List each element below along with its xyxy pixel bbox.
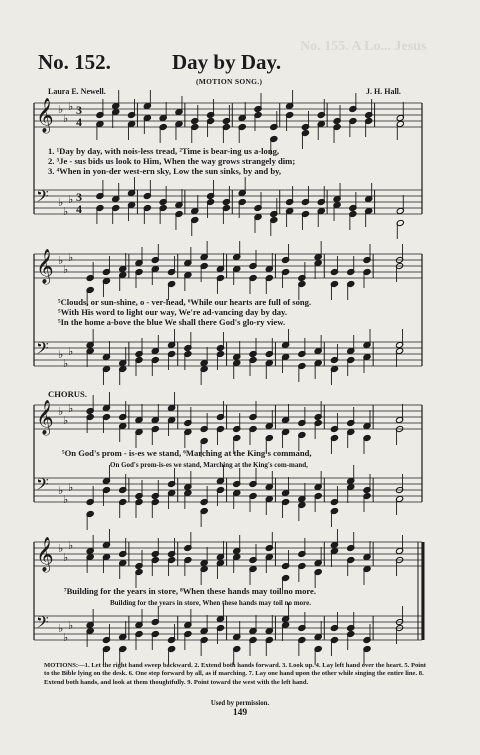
- chorus-line-2-bass: Building for the years in store, When these hands may toil no more.: [110, 599, 311, 607]
- flat-icon: ♭: [68, 539, 74, 552]
- flat-icon: ♭: [63, 205, 69, 218]
- flat-icon: ♭: [63, 357, 69, 370]
- permission-note: Used by permission.: [210, 700, 270, 707]
- hymn-title: Day by Day.: [172, 50, 282, 74]
- flat-icon: ♭: [68, 193, 74, 206]
- treble-clef-icon: 𝄞: [36, 98, 54, 133]
- flat-icon: ♭: [58, 196, 64, 209]
- flat-icon: ♭: [58, 484, 64, 497]
- treble-clef-icon: 𝄞: [36, 249, 54, 284]
- bass-clef-icon: 𝄢: [36, 338, 49, 362]
- page-number: 149: [232, 708, 248, 718]
- flat-icon: ♭: [58, 254, 64, 267]
- bass-clef-icon: 𝄢: [36, 186, 49, 210]
- flat-icon: ♭: [68, 345, 74, 358]
- time-signature-bottom: 4: [76, 202, 82, 216]
- time-signature-top: 3: [76, 190, 82, 204]
- flat-icon: ♭: [68, 619, 74, 632]
- verse-3-line: 3. ⁴When in yon-der west-ern sky, Low the sun sinks, by and by,: [48, 166, 282, 176]
- flat-icon: ♭: [63, 631, 69, 644]
- treble-clef-icon: 𝄞: [36, 400, 54, 435]
- flat-icon: ♭: [68, 100, 74, 113]
- lyricist: Laura E. Newell.: [48, 87, 106, 96]
- flat-icon: ♭: [63, 551, 69, 564]
- verse-1-cont-line: ⁵Clouds, or sun-shine, o - ver-head, ⁶While our hearts are full of song.: [58, 297, 312, 307]
- flat-icon: ♭: [58, 542, 64, 555]
- flat-icon: ♭: [68, 251, 74, 264]
- chorus-line-1-bass: On God's prom-is-es we stand, Marching at the King's com-mand,: [110, 461, 308, 469]
- chorus-label: CHORUS.: [48, 389, 87, 399]
- flat-icon: ♭: [58, 103, 64, 116]
- flat-icon: ♭: [58, 622, 64, 635]
- flat-icon: ♭: [68, 402, 74, 415]
- bleed-through-text: No. 155. A Lo... Jesus: [300, 39, 427, 54]
- flat-icon: ♭: [63, 263, 69, 276]
- verse-3-cont-line: ⁵In the home a-bove the blue We shall there God's glo-ry view.: [58, 317, 286, 327]
- motions-instructions: MOTIONS:—1. Let the right hand sweep backward. 2. Extend both hands forward. 3. Look up. 4. Lay left hand over the heart. 5. Point to the Bible lying on the desk. 6. One step forward by all, as if marching. 7. Lay one hand upon the other while singing the entire line. 8. Extend both hands, and look at them thoughtfully. 9. Point toward the west with the left hand.: [44, 662, 426, 686]
- flat-icon: ♭: [63, 112, 69, 125]
- chorus-line-2: ⁷Building for the years in store, ⁸When these hands may toil no more.: [64, 586, 316, 596]
- chorus-line-1: ⁵On God's prom - is-es we stand, ⁶Marching at the King's command,: [62, 448, 312, 458]
- time-signature-bottom: 4: [76, 115, 82, 129]
- flat-icon: ♭: [58, 348, 64, 361]
- hymn-subtitle: (MOTION SONG.): [196, 77, 263, 86]
- bass-clef-icon: 𝄢: [36, 612, 49, 636]
- verse-2-cont-line: ⁵With His word to light our way, We're ad-vancing day by day.: [58, 307, 287, 317]
- composer: J. H. Hall.: [366, 87, 401, 96]
- treble-clef-icon: 𝄞: [36, 537, 54, 572]
- flat-icon: ♭: [63, 414, 69, 427]
- flat-icon: ♭: [68, 481, 74, 494]
- hymn-number: No. 152.: [38, 50, 111, 74]
- bass-clef-icon: 𝄢: [36, 474, 49, 498]
- verse-2-line: 2. ³Je - sus bids us look to Him, When the way grows strangely dim;: [48, 156, 296, 166]
- time-signature-top: 3: [76, 103, 82, 117]
- flat-icon: ♭: [63, 493, 69, 506]
- flat-icon: ♭: [58, 405, 64, 418]
- verse-1-line: 1. ¹Day by day, with nois-less tread, ²Time is bear-ing us a-long,: [48, 146, 280, 156]
